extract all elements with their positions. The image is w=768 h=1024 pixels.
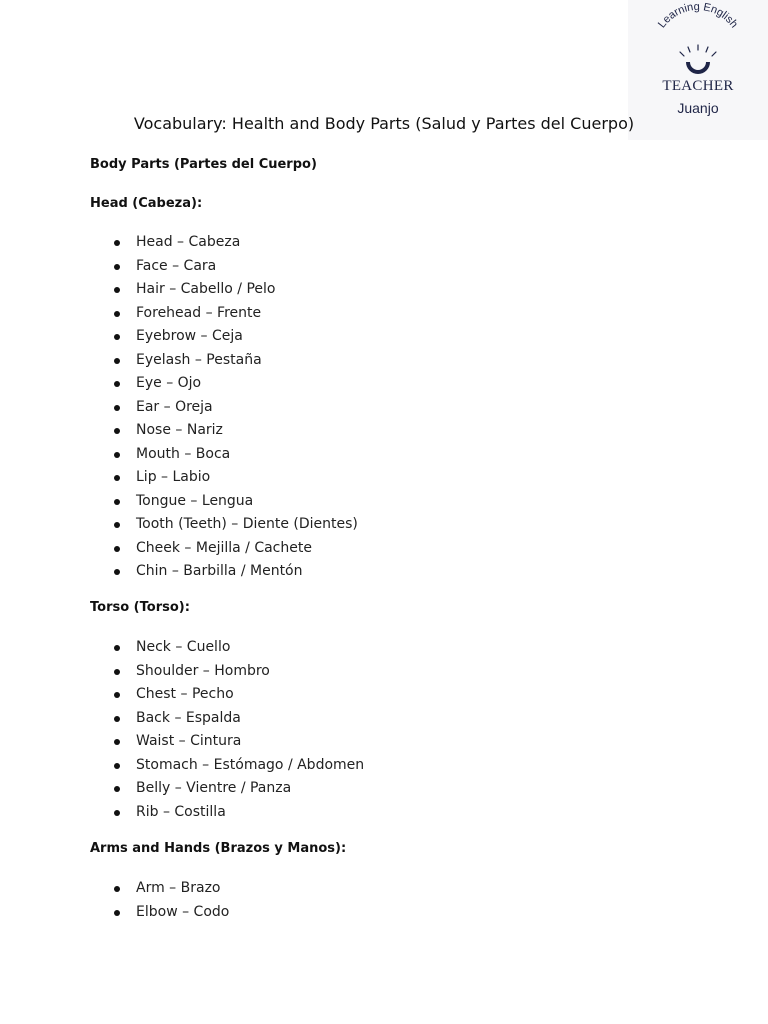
list-item: Cheek – Mejilla / Cachete xyxy=(90,537,358,561)
list-item: Face – Cara xyxy=(90,255,358,279)
sunrise-icon xyxy=(628,0,768,90)
list-item: Rib – Costilla xyxy=(90,801,364,825)
logo-teacher-text: TEACHER xyxy=(662,78,734,94)
list-item: Eye – Ojo xyxy=(90,372,358,396)
list-item: Hair – Cabello / Pelo xyxy=(90,278,358,302)
list-item: Chest – Pecho xyxy=(90,683,364,707)
list-item: Tongue – Lengua xyxy=(90,490,358,514)
list-item: Nose – Nariz xyxy=(90,419,358,443)
list-item: Chin – Barbilla / Mentón xyxy=(90,560,358,584)
list-item: Forehead – Frente xyxy=(90,302,358,326)
list-item: Elbow – Codo xyxy=(90,901,229,925)
list-item: Mouth – Boca xyxy=(90,443,358,467)
list-item: Eyebrow – Ceja xyxy=(90,325,358,349)
list-item: Tooth (Teeth) – Diente (Dientes) xyxy=(90,513,358,537)
list-item: Eyelash – Pestaña xyxy=(90,349,358,373)
list-item: Belly – Vientre / Panza xyxy=(90,777,364,801)
logo-name-text: Juanjo xyxy=(677,100,719,116)
list-item: Stomach – Estómago / Abdomen xyxy=(90,754,364,778)
torso-heading: Torso (Torso): xyxy=(90,600,190,615)
logo-arc-text: Learning English xyxy=(655,0,741,31)
list-item: Shoulder – Hombro xyxy=(90,660,364,684)
list-item: Lip – Labio xyxy=(90,466,358,490)
section-title: Body Parts (Partes del Cuerpo) xyxy=(90,157,317,172)
page-title: Vocabulary: Health and Body Parts (Salud y Partes del Cuerpo) xyxy=(133,114,635,133)
list-item: Head – Cabeza xyxy=(90,231,358,255)
list-item: Arm – Brazo xyxy=(90,877,229,901)
arms-heading: Arms and Hands (Brazos y Manos): xyxy=(90,841,347,856)
list-item: Ear – Oreja xyxy=(90,396,358,420)
torso-list xyxy=(90,636,364,824)
arms-list xyxy=(90,877,229,924)
list-item: Back – Espalda xyxy=(90,707,364,731)
head-list xyxy=(90,231,358,584)
list-item: Neck – Cuello xyxy=(90,636,364,660)
head-heading: Head (Cabeza): xyxy=(90,196,203,211)
list-item: Waist – Cintura xyxy=(90,730,364,754)
